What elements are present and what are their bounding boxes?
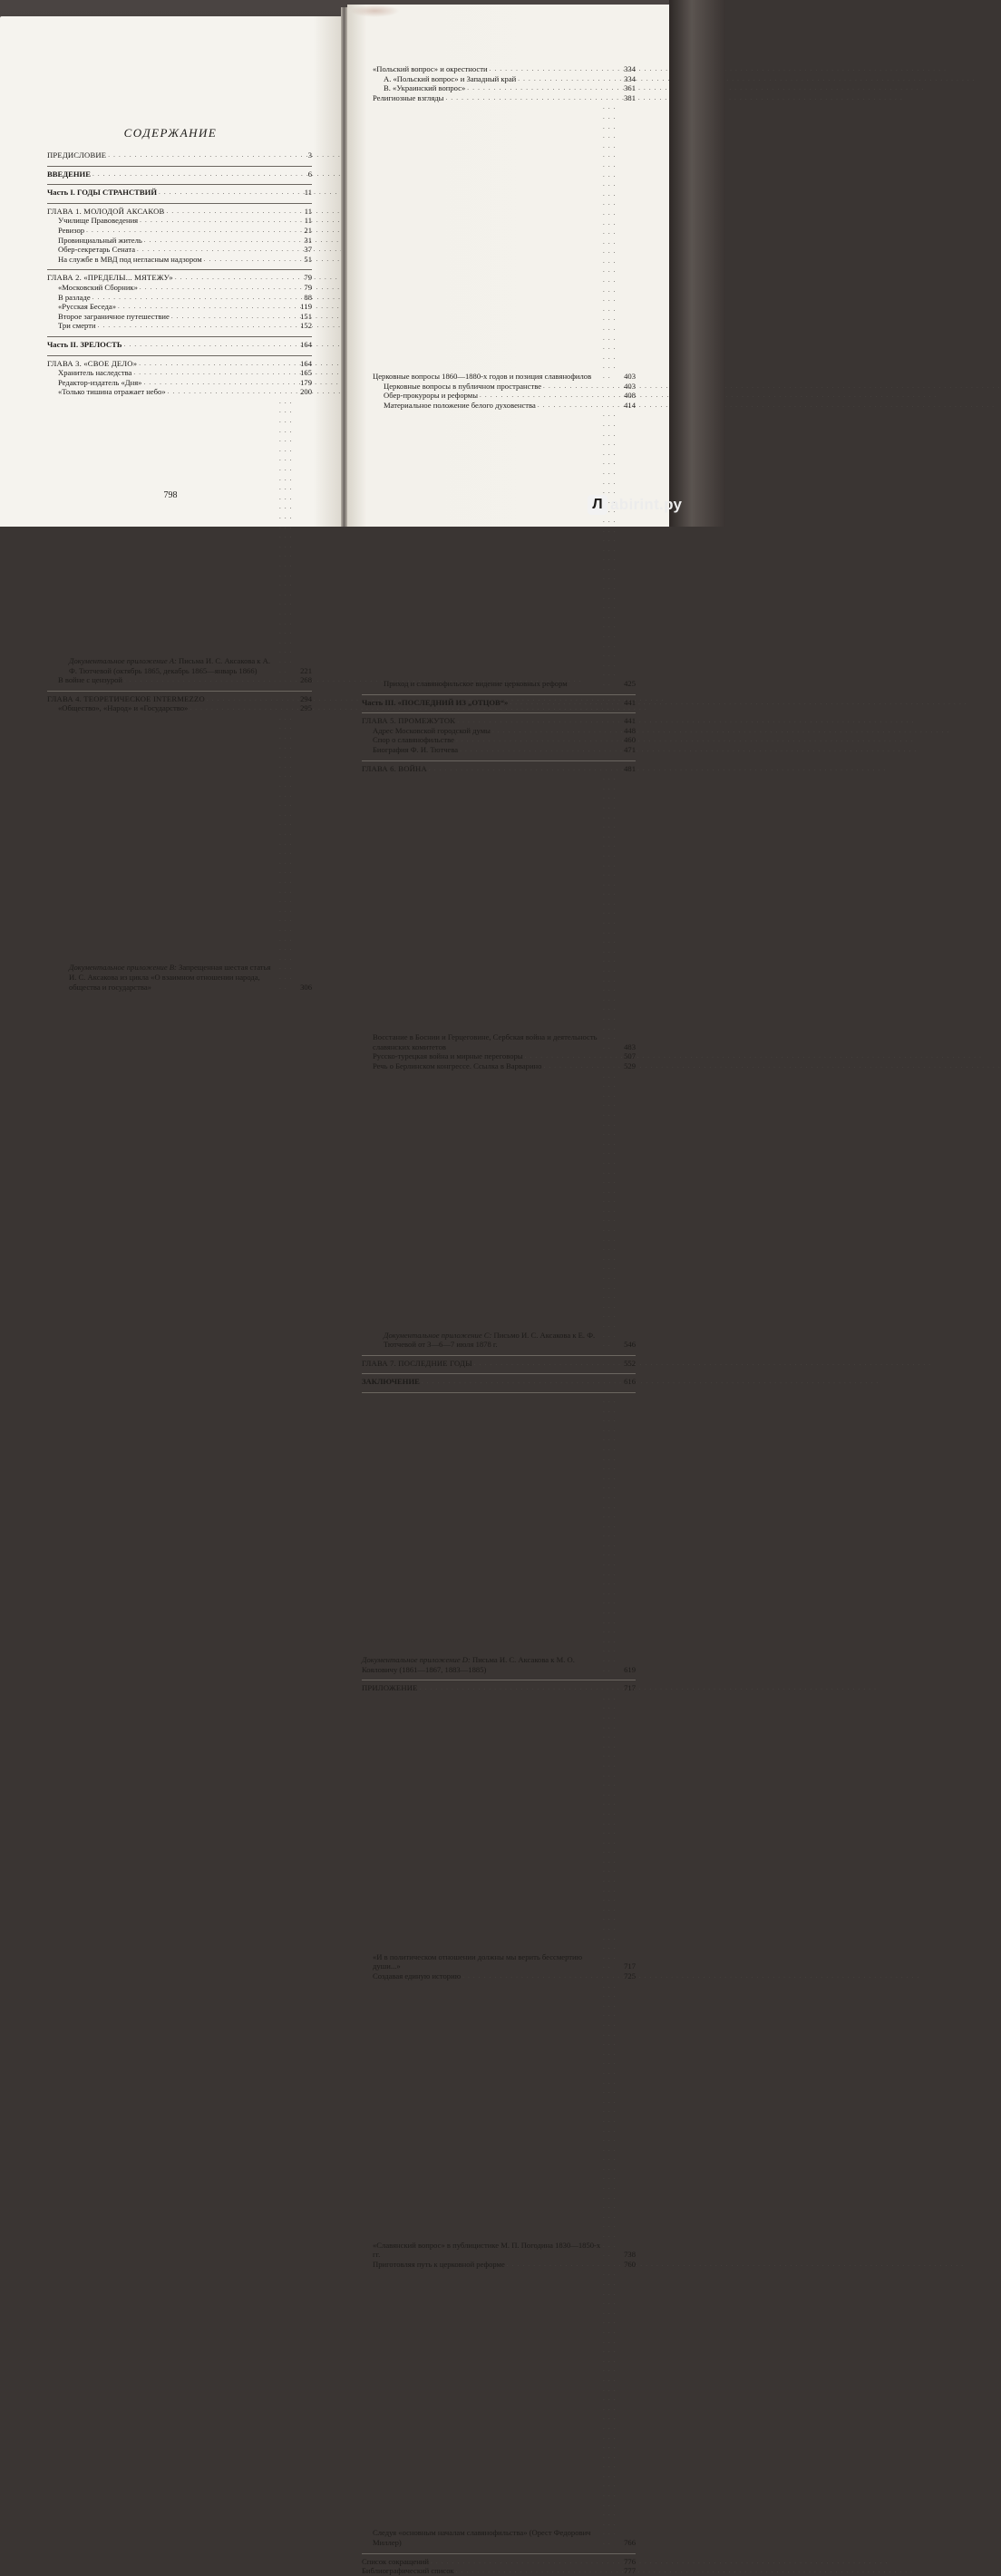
toc-page-number: 448 [624, 725, 636, 735]
toc-page-number: 738 [624, 2250, 636, 2260]
toc-entry [362, 735, 636, 745]
toc-entry-title: Следуя «основным началам славянофильства» (Орест Федорович Миллер) [373, 2528, 591, 2548]
toc-entry-title: «Польский вопрос» и окрестности [373, 64, 488, 73]
toc-entry-title: Часть III. «ПОСЛЕДНИЙ ИЗ „ОТЦОВ“» [362, 697, 509, 707]
dot-leader [279, 397, 296, 675]
section-gap [362, 1674, 636, 1677]
toc-entry-title: Список сокращений [362, 2556, 429, 2566]
toc-page-number: 21 [304, 225, 312, 235]
dot-leader [190, 703, 296, 713]
toc-page-number: 471 [624, 744, 636, 754]
toc-entry-title: Три смерти [58, 321, 96, 331]
toc-entry [362, 1359, 636, 1369]
toc-page-number: 483 [624, 1041, 636, 1051]
toc-entry-title: Ревизор [58, 225, 85, 235]
toc-page-number: 88 [304, 292, 312, 302]
toc-page-number: 179 [300, 377, 312, 387]
toc-entry-title: Биография Ф. И. Тютчева [373, 744, 459, 754]
section-divider [362, 2553, 636, 2554]
section-divider [362, 1392, 636, 1393]
section-gap [47, 685, 312, 688]
dot-leader [603, 410, 619, 688]
toc-page-number: 164 [300, 358, 312, 368]
toc-page-number: 119 [300, 302, 312, 312]
section-gap [362, 689, 636, 692]
toc-entry-title: Церковные вопросы 1860—1880-х годов и позиция славянофилов [373, 372, 592, 381]
toc-entry-title: ГЛАВА 5. ПРОМЕЖУТОК [362, 716, 456, 726]
toc-entry [47, 340, 312, 350]
toc-entry [362, 1971, 636, 1981]
dot-leader [204, 255, 296, 265]
toc-entry-title: ВВЕДЕНИЕ [47, 169, 91, 179]
toc-page-number: 79 [304, 273, 312, 283]
dot-leader [422, 1377, 619, 1387]
toc-entry [362, 726, 636, 736]
toc-entry [362, 83, 636, 93]
dot-leader [525, 1051, 619, 1061]
toc-entry [362, 1051, 636, 1061]
toc-entry [47, 312, 312, 322]
toc-entry-title: Обер-секретарь Сената [58, 245, 136, 255]
dot-leader [460, 745, 619, 755]
contents-list-left [47, 150, 312, 992]
toc-entry [362, 64, 636, 74]
dot-leader [603, 1071, 619, 1350]
toc-page-number: 11 [304, 216, 312, 226]
section-gap [362, 2548, 636, 2551]
right-page [347, 5, 669, 2576]
dot-leader [171, 312, 296, 322]
dot-leader [518, 74, 619, 84]
toc-entry-title: В разладе [58, 292, 91, 302]
toc-entry [47, 713, 312, 992]
dot-leader [603, 1693, 619, 1971]
toc-entry-title: «Славянский вопрос» в публицистике М. П. Погодина 1830—1850-х гг. [373, 2240, 601, 2260]
toc-page-number: 725 [624, 1971, 636, 1980]
toc-entry-title: Часть I. ГОДЫ СТРАНСТВИЙ [47, 188, 157, 198]
dot-leader [137, 245, 296, 255]
toc-page-number: 268 [300, 675, 312, 685]
toc-entry-title: «Только тишина отражает небо» [58, 387, 166, 397]
dot-leader [159, 188, 296, 198]
toc-entry-title: Материальное положение белого духовенства [384, 400, 536, 410]
section-gap [47, 350, 312, 353]
toc-entry [362, 74, 636, 84]
toc-entry-title: В войне с цензурой [58, 675, 123, 685]
dot-leader [140, 216, 296, 226]
book-gutter [341, 7, 347, 527]
toc-page-number: 152 [300, 321, 312, 331]
toc-entry [47, 283, 312, 293]
toc-page-number: 164 [300, 339, 312, 349]
toc-entry [362, 410, 636, 688]
toc-entry [47, 245, 312, 255]
toc-page-number: 165 [300, 368, 312, 378]
toc-page-number: 460 [624, 735, 636, 745]
contents-heading: СОДЕРЖАНИЕ [123, 126, 218, 140]
dot-leader [490, 64, 619, 74]
toc-entry [47, 255, 312, 265]
toc-page-number: 717 [624, 1683, 636, 1693]
toc-entry-title: Документальное приложение A: Письма И. С. Аксакова к А. Ф. Тютчевой (октябрь 1865, декабрь 1865—январь 1866) [69, 655, 270, 675]
dot-leader [124, 340, 296, 350]
dot-leader [480, 391, 619, 401]
section-gap [47, 179, 312, 181]
toc-entry-title: «Общество», «Народ» и «Государство» [58, 703, 189, 713]
dot-leader [457, 716, 619, 726]
section-gap [47, 160, 312, 163]
dot-leader [538, 401, 619, 411]
dot-leader [445, 93, 619, 103]
toc-entry [362, 93, 636, 103]
section-divider [47, 166, 312, 167]
toc-entry [47, 302, 312, 312]
toc-entry [362, 716, 636, 726]
toc-entry-title: Редактор-издатель «Дня» [58, 377, 142, 387]
toc-entry [362, 391, 636, 401]
toc-page-number: 766 [624, 2538, 636, 2548]
toc-page-number: 616 [624, 1377, 636, 1387]
labirint-logo-icon: Л [588, 495, 607, 515]
toc-page-number: 51 [304, 254, 312, 264]
toc-page-number: 777 [624, 2566, 636, 2576]
dot-leader [86, 226, 296, 236]
toc-entry-title: Училище Правоведения [58, 216, 139, 226]
toc-page-number: 306 [300, 982, 312, 992]
dot-leader [456, 2566, 619, 2576]
toc-entry [362, 773, 636, 1051]
dot-leader [603, 2269, 619, 2547]
section-divider [47, 184, 312, 185]
toc-page-number: 414 [624, 400, 636, 410]
dot-leader [603, 1981, 619, 2260]
toc-page-number: 295 [300, 703, 312, 713]
toc-entry-title: Документальное приложение B: Запрещенная шестая статья И. С. Аксакова из цикла «О взаимном отношении народа, общества и государства» [69, 963, 271, 992]
page-edges [669, 0, 725, 527]
toc-entry [362, 382, 636, 392]
dot-leader [507, 2260, 619, 2270]
dot-leader [431, 2557, 619, 2567]
toc-entry [47, 169, 312, 179]
toc-page-number: 403 [624, 372, 636, 381]
toc-entry-title: Речь о Берлинском конгрессе. Ссылка в Варварино [373, 1060, 542, 1070]
toc-entry-title: Восстание в Боснии и Герцеговине, Сербская война и деятельность славянских комитетов [373, 1032, 598, 1051]
dot-leader [543, 382, 619, 392]
section-divider [362, 1373, 636, 1374]
dot-leader [98, 321, 296, 331]
toc-entry [47, 216, 312, 226]
toc-page-number: 6 [307, 169, 312, 179]
toc-entry-title: «И в политическом отношении должны мы верить бессмертию души...» [373, 1951, 583, 1971]
toc-entry-title: Религиозные взгляды [373, 92, 444, 102]
dot-leader [92, 293, 296, 303]
toc-entry [47, 226, 312, 236]
toc-entry-title: Русско-турецкая война и мирные переговоры [373, 1051, 523, 1061]
toc-entry-title: «Русская Беседа» [58, 302, 117, 312]
dot-leader [420, 1683, 619, 1693]
toc-entry [362, 764, 636, 774]
dot-leader [140, 283, 296, 293]
toc-entry [47, 273, 312, 283]
section-gap [47, 331, 312, 334]
toc-entry [362, 2260, 636, 2270]
toc-page-number: 31 [304, 235, 312, 245]
dot-leader [175, 273, 296, 283]
section-divider [362, 760, 636, 761]
toc-entry-title: B. «Украинский вопрос» [384, 83, 466, 93]
toc-page-number: 37 [304, 245, 312, 255]
toc-page-number: 403 [624, 381, 636, 391]
site-watermark [588, 495, 682, 515]
toc-entry [362, 1377, 636, 1387]
toc-entry [47, 397, 312, 675]
toc-page-number: 441 [624, 716, 636, 726]
section-divider [47, 355, 312, 356]
page-number: 798 [163, 490, 178, 500]
dot-leader [603, 102, 619, 381]
toc-page-number: 507 [624, 1051, 636, 1061]
toc-entry [47, 236, 312, 246]
dot-leader [462, 1971, 619, 1981]
toc-entry-title: ГЛАВА 1. МОЛОДОЙ АКСАКОВ [47, 206, 165, 216]
toc-entry [362, 1396, 636, 1674]
toc-page-number: 408 [624, 391, 636, 401]
section-divider [362, 712, 636, 713]
section-gap [47, 264, 312, 266]
toc-page-number: 79 [304, 282, 312, 292]
toc-page-number: 425 [624, 679, 636, 688]
toc-entry [47, 150, 312, 160]
toc-entry [362, 401, 636, 411]
toc-entry [362, 698, 636, 708]
toc-page-number: 619 [624, 1664, 636, 1674]
toc-entry [362, 1061, 636, 1071]
toc-page-number: 334 [624, 64, 636, 73]
toc-page-number: 11 [304, 206, 312, 216]
section-divider [362, 1355, 636, 1356]
dot-leader [474, 1359, 619, 1369]
dot-leader [143, 378, 296, 388]
section-divider [47, 203, 312, 204]
toc-page-number: 11 [304, 188, 312, 198]
toc-entry-title: Библиографический список [362, 2566, 454, 2576]
toc-entry [362, 1981, 636, 2260]
toc-entry [47, 368, 312, 378]
toc-entry-title: Приход и славянофильское видение церковных реформ [384, 679, 568, 688]
dot-leader [144, 236, 296, 246]
toc-entry [47, 207, 312, 217]
section-divider [362, 694, 636, 695]
toc-entry-title: А. «Польский вопрос» и Западный край [384, 73, 517, 83]
dot-leader [92, 169, 296, 179]
toc-page-number: 760 [624, 2259, 636, 2269]
watermark-text: abirint.ру [610, 496, 683, 513]
toc-entry [362, 1071, 636, 1350]
toc-page-number: 441 [624, 697, 636, 707]
toc-page-number: 546 [624, 1340, 636, 1350]
toc-entry [362, 2557, 636, 2567]
toc-entry-title: ЗАКЛЮЧЕНИЕ [362, 1377, 420, 1387]
section-divider [47, 691, 312, 692]
toc-entry [362, 1683, 636, 1693]
dot-leader [603, 1396, 619, 1674]
contents-list-right [362, 64, 636, 2576]
toc-entry [47, 188, 312, 198]
dot-leader [603, 773, 619, 1051]
toc-page-number: 294 [300, 693, 312, 703]
toc-page-number: 3 [307, 150, 312, 160]
toc-entry-title: Второе заграничное путешествие [58, 311, 170, 321]
toc-entry-title: ГЛАВА 6. ВОЙНА [362, 763, 427, 773]
dot-leader [492, 726, 619, 736]
toc-entry-title: ГЛАВА 7. ПОСЛЕДНИЕ ГОДЫ [362, 1358, 472, 1368]
toc-page-number: 552 [624, 1358, 636, 1368]
toc-entry [362, 2566, 636, 2576]
toc-entry-title: Церковные вопросы в публичном пространстве [384, 381, 542, 391]
left-page [0, 16, 341, 992]
toc-entry [47, 703, 312, 713]
dot-leader [429, 764, 619, 774]
toc-entry-title: Адрес Московской городской думы [373, 725, 491, 735]
section-divider [47, 336, 312, 337]
dot-leader [108, 150, 296, 160]
toc-entry-title: Приготовляя путь к церковной реформе [373, 2259, 505, 2269]
toc-entry [362, 1693, 636, 1971]
dot-leader [139, 359, 296, 369]
dot-leader [118, 302, 296, 312]
dot-leader [124, 675, 296, 685]
section-gap [362, 755, 636, 758]
toc-entry [47, 387, 312, 397]
toc-entry [47, 293, 312, 303]
toc-entry [362, 745, 636, 755]
toc-page-number: 334 [624, 73, 636, 83]
toc-entry-title: Часть II. ЗРЕЛОСТЬ [47, 339, 122, 349]
dot-leader [166, 207, 296, 217]
dot-leader [467, 83, 619, 93]
dot-leader [510, 698, 619, 708]
toc-page-number: 381 [624, 92, 636, 102]
toc-page-number: 221 [300, 665, 312, 675]
toc-entry-title: ГЛАВА 2. «ПРЕДЕЛЫ... МЯТЕЖУ» [47, 273, 173, 283]
toc-entry-title: Провинциальный житель [58, 235, 142, 245]
dot-leader [168, 387, 296, 397]
toc-page-number: 776 [624, 2556, 636, 2566]
dot-leader [133, 368, 296, 378]
toc-entry-title: Обер-прокуроры и реформы [384, 391, 479, 401]
toc-entry [47, 321, 312, 331]
toc-entry-title: ГЛАВА 4. ТЕОРЕТИЧЕСКОЕ INTERMEZZO [47, 693, 205, 703]
toc-entry-title: ГЛАВА 3. «СВОЕ ДЕЛО» [47, 358, 138, 368]
toc-entry-title: Документальное приложение C: Письмо И. С. Аксакова к Е. Ф. Тютчевой от 3—6—7 июля 1878 г. [384, 1330, 596, 1350]
section-gap [362, 707, 636, 710]
dot-leader [207, 694, 296, 704]
toc-entry [47, 675, 312, 685]
toc-entry-title: Хранитель наследства [58, 368, 132, 378]
toc-entry [362, 102, 636, 381]
toc-entry [47, 359, 312, 369]
toc-entry-title: Спор о славянофильстве [373, 735, 454, 745]
paper-stain [350, 5, 400, 17]
toc-page-number: 529 [624, 1060, 636, 1070]
toc-entry [362, 2269, 636, 2547]
section-gap [362, 1387, 636, 1390]
toc-entry-title: Документальное приложение D: Письма И. С. Аксакова к М. О. Кояловичу (1861—1867, 1883—1885) [362, 1655, 575, 1674]
dot-leader [456, 735, 619, 745]
toc-page-number: 361 [624, 83, 636, 93]
toc-page-number: 481 [624, 763, 636, 773]
dot-leader [543, 1061, 619, 1071]
toc-entry-title: ПРЕДИСЛОВИЕ [47, 150, 107, 160]
toc-entry [47, 378, 312, 388]
toc-entry-title: «Московский Сборник» [58, 282, 138, 292]
toc-entry-title: Создавая единую историю [373, 1971, 462, 1980]
section-gap [362, 1350, 636, 1352]
section-gap [362, 1368, 636, 1370]
toc-page-number: 151 [300, 311, 312, 321]
section-gap [47, 198, 312, 200]
toc-page-number: 200 [300, 387, 312, 397]
toc-entry-title: ПРИЛОЖЕНИЕ [362, 1683, 418, 1693]
toc-page-number: 717 [624, 1961, 636, 1971]
dot-leader [279, 713, 296, 992]
toc-entry [47, 694, 312, 704]
section-divider [47, 269, 312, 270]
toc-entry-title: На службе в МВД под негласным надзором [58, 254, 202, 264]
